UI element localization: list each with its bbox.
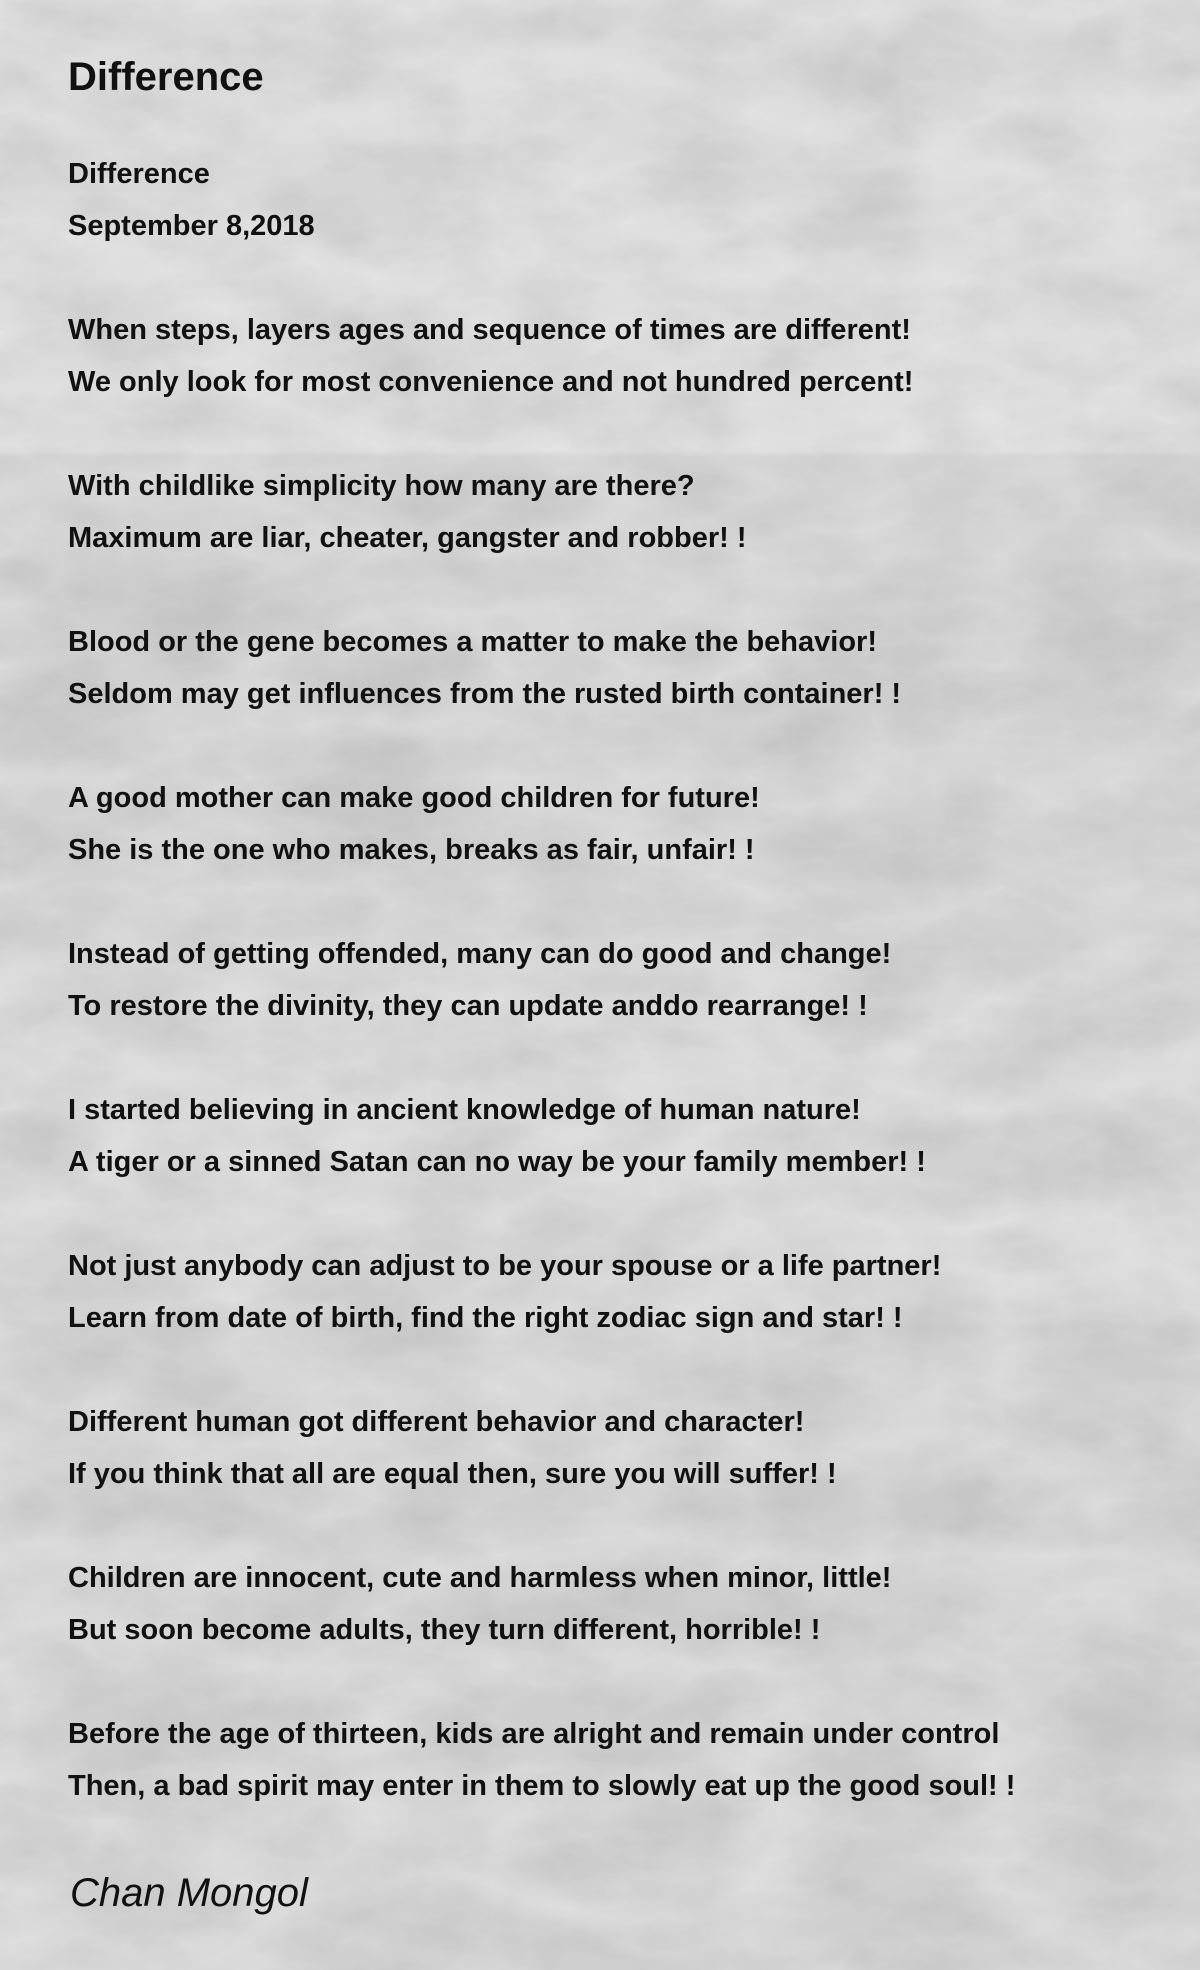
poem-line: Blood or the gene becomes a matter to make the behavior! xyxy=(68,626,877,658)
poem-line: Learn from date of birth, find the right zodiac sign and star! ! xyxy=(68,1302,903,1334)
poem-line: September 8,2018 xyxy=(68,210,315,242)
poem-line: Maximum are liar, cheater, gangster and robber! ! xyxy=(68,522,747,554)
page-title: Difference xyxy=(68,55,264,99)
poem-line: But soon become adults, they turn different, horrible! ! xyxy=(68,1614,821,1646)
poem-line: Difference xyxy=(68,158,210,190)
poem-line: To restore the divinity, they can update anddo rearrange! ! xyxy=(68,990,868,1022)
poem-line: Not just anybody can adjust to be your spouse or a life partner! xyxy=(68,1250,942,1282)
poem-line: We only look for most convenience and not hundred percent! xyxy=(68,366,914,398)
author-name: Chan Mongol xyxy=(70,1871,308,1915)
poem-line: A good mother can make good children for future! xyxy=(68,782,760,814)
poem-line: If you think that all are equal then, sure you will suffer! ! xyxy=(68,1458,837,1490)
poem-line: A tiger or a sinned Satan can no way be your family member! ! xyxy=(68,1146,926,1178)
poem-line: Before the age of thirteen, kids are alright and remain under control xyxy=(68,1718,1000,1750)
poem-line: Seldom may get influences from the rusted birth container! ! xyxy=(68,678,902,710)
poem-line: Instead of getting offended, many can do good and change! xyxy=(68,938,892,970)
poem-line: When steps, layers ages and sequence of times are different! xyxy=(68,314,911,346)
poem-line: Different human got different behavior and character! xyxy=(68,1406,805,1438)
poem-line: Then, a bad spirit may enter in them to slowly eat up the good soul! ! xyxy=(68,1770,1016,1802)
poem-line: With childlike simplicity how many are there? xyxy=(68,470,695,502)
poem-line: Children are innocent, cute and harmless when minor, little! xyxy=(68,1562,892,1594)
poem-line: I started believing in ancient knowledge of human nature! xyxy=(68,1094,861,1126)
poem-line: She is the one who makes, breaks as fair, unfair! ! xyxy=(68,834,755,866)
